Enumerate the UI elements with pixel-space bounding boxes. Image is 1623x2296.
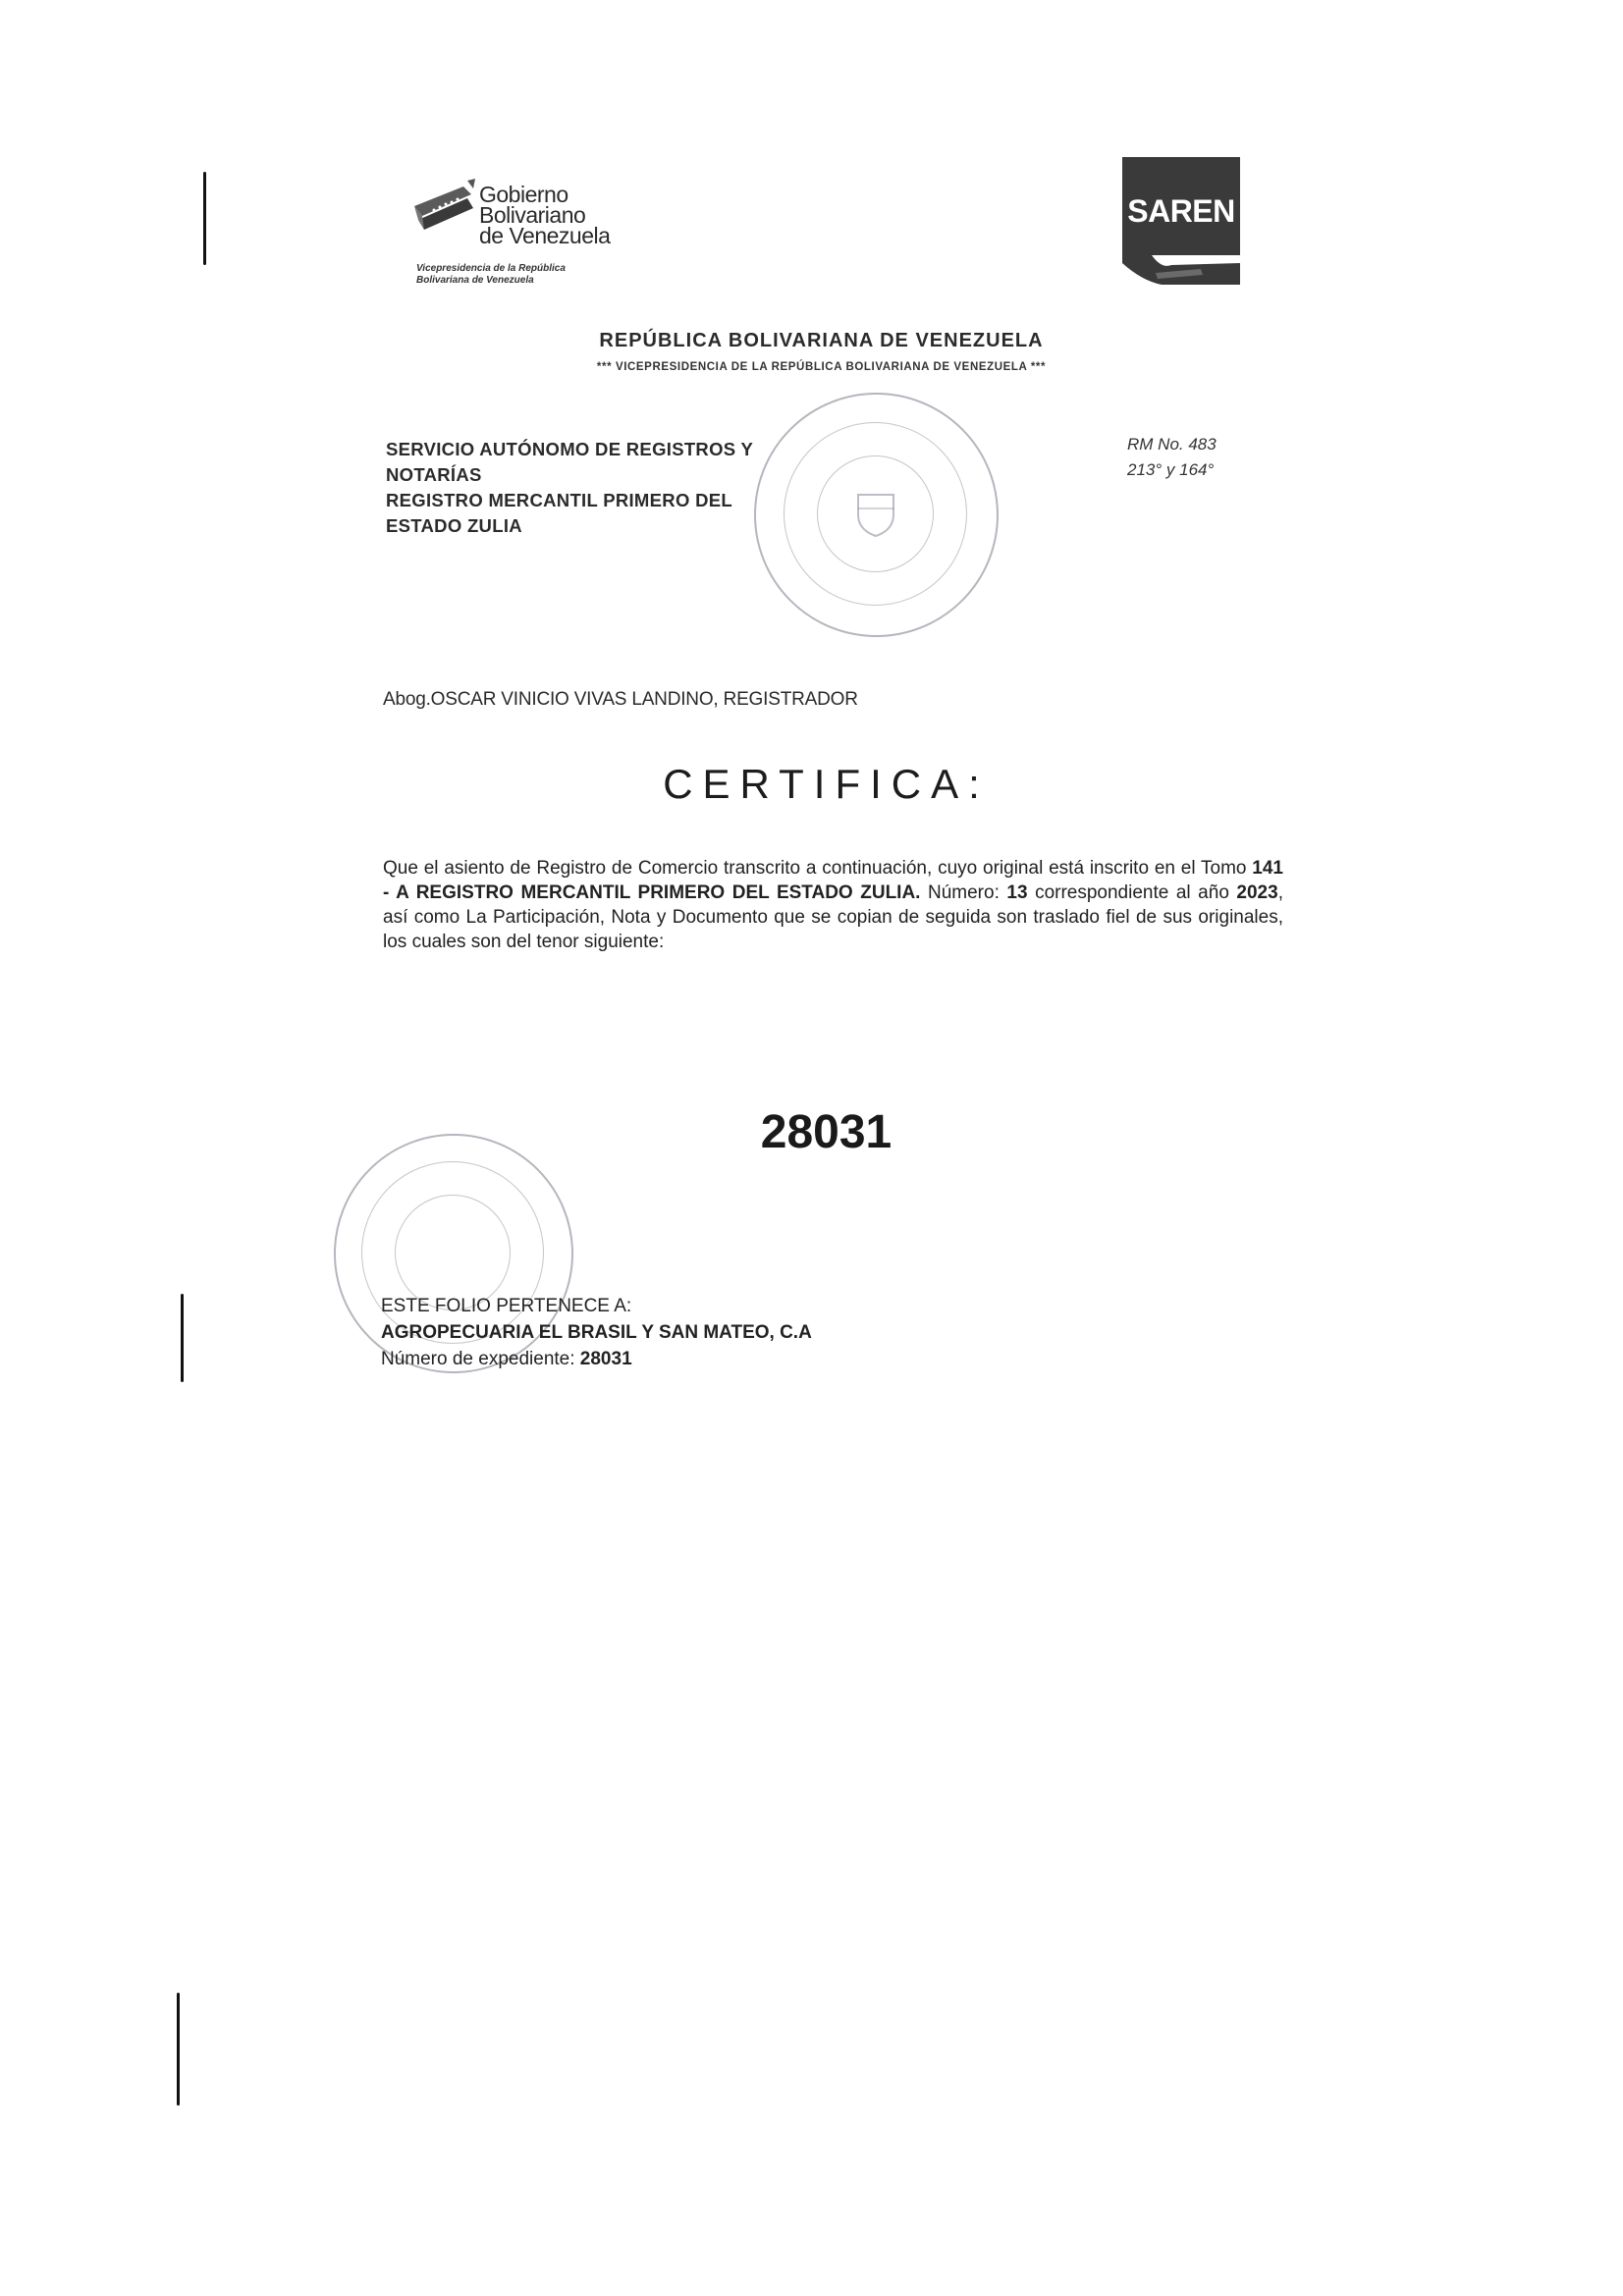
tomo-reference: 141 - A REGISTRO MERCANTIL PRIMERO DEL ESTADO ZULIA. [383, 858, 1283, 903]
year-value: 2023 [1236, 882, 1278, 903]
expediente-line: Número de expediente: 28031 [381, 1349, 632, 1369]
scan-mark-middle [181, 1294, 184, 1382]
venezuela-flag-icon [412, 177, 475, 238]
saren-logo [1122, 157, 1240, 290]
certification-paragraph: Que el asiento de Registro de Comercio transcrito a continuación, cuyo original está inscrito en el Tomo 141 - A REGISTRO MERCANTIL PRIMERO DEL ESTADO ZULIA. Número: 13 correspondiente al año 2023, así como La Participación, Nota y Documento que se copian de seguida son traslado fiel de sus originales, los cuales son del tenor siguiente: [383, 858, 1283, 952]
gobierno-logo-subtext: Vicepresidencia de la República Bolivariana de Venezuela [416, 263, 566, 286]
vicepresidency-subtitle: *** VICEPRESIDENCIA DE LA REPÚBLICA BOLIVARIANA DE VENEZUELA *** [596, 361, 1047, 373]
numero-value: 13 [1006, 882, 1028, 903]
scan-mark-top [203, 172, 206, 265]
office-line: REGISTRO MERCANTIL PRIMERO DEL [386, 490, 732, 510]
office-block [386, 437, 753, 539]
gobierno-bolivariano-logo [412, 165, 638, 302]
office-line: ESTADO ZULIA [386, 515, 522, 536]
registrar-name: Abog.OSCAR VINICIO VIVAS LANDINO, REGISTRADOR [383, 689, 858, 710]
company-name: AGROPECUARIA EL BRASIL Y SAN MATEO, C.A [381, 1322, 812, 1343]
years-reference: 213° y 164° [1127, 460, 1215, 479]
official-seal-stamp [754, 393, 999, 637]
folio-block [381, 1293, 812, 1372]
saren-logo-text: SAREN [1122, 157, 1240, 265]
gobierno-logo-text: Gobierno Bolivariano de Venezuela [479, 182, 611, 248]
scan-mark-bottom [177, 1993, 180, 2106]
saren-flag-band [1122, 255, 1240, 287]
office-line: NOTARÍAS [386, 464, 482, 485]
office-line: SERVICIO AUTÓNOMO DE REGISTROS Y [386, 439, 754, 459]
folio-label: ESTE FOLIO PERTENECE A: [381, 1296, 632, 1316]
expediente-line-number: 28031 [579, 1349, 632, 1369]
certifica-heading: CERTIFICA: [663, 761, 990, 807]
coat-of-arms-icon [846, 481, 905, 540]
republic-title: REPÚBLICA BOLIVARIANA DE VENEZUELA [599, 330, 1044, 351]
expediente-number: 28031 [760, 1106, 893, 1158]
rm-number: RM No. 483 [1127, 435, 1217, 454]
reference-block [1127, 432, 1217, 483]
